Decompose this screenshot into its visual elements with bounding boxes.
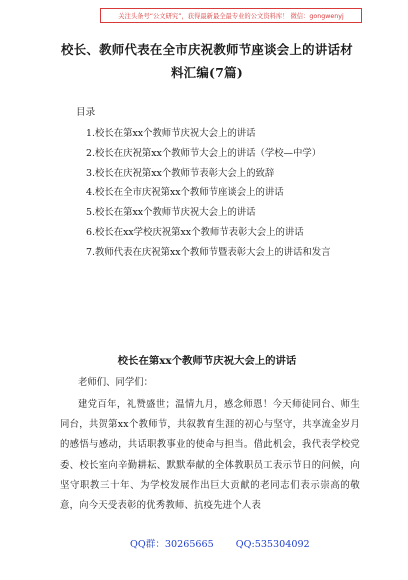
footer-qq-group: QQ群：30265665	[130, 539, 214, 550]
footer-contact	[130, 538, 310, 552]
toc-item-4[interactable]: 4.校长在全市庆祝第xx个教师节座谈会上的讲话	[86, 187, 284, 199]
greeting: 老师们、同学们：	[78, 377, 154, 388]
toc-heading: 目录	[76, 107, 96, 118]
section-title: 校长在第xx个教师节庆祝大会上的讲话	[117, 355, 297, 367]
toc-item-7[interactable]: 7.教师代表在庆祝第xx个教师节暨表彰大会上的讲话和发言	[86, 246, 331, 258]
toc-item-1[interactable]: 1.校长在第xx个教师节庆祝大会上的讲话	[86, 128, 256, 139]
promo-banner: 关注头条号“公文研究”，获得最新最全最专业的公文资料库！ 微信：gongwenyj	[100, 8, 362, 23]
toc-item-2[interactable]: 2.校长在庆祝第xx个教师节大会上的讲话（学校—中学）	[86, 147, 322, 159]
toc-item-3[interactable]: 3.校长在庆祝第xx个教师节表彰大会上的致辞	[86, 167, 275, 179]
toc-item-5[interactable]: 5.校长在第xx个教师节庆祝大会上的讲话	[86, 207, 256, 219]
table-of-contents	[76, 124, 362, 263]
footer-qq: QQ:535304092	[235, 539, 310, 550]
document-title: 校长、教师代表在全市庆祝教师节座谈会上的讲话材料汇编(7篇)	[61, 42, 353, 80]
body-paragraph: 建党百年，礼赞盛世；温情九月，感念师恩！今天师徒同台、师生同台，共贺第xx个教师节，共叙教育生涯的初心与坚守，共享流金岁月的感悟与感动，共话职教事业的使命与担当。借此机会，我代表学校党委、校长室向辛勤耕耘、默默奉献的全体教职员工表示节日的问候，向坚守职教三十年、为学校发展作出巨大贡献的老同志们表示崇高的敬意，向今天受表彰的优秀教师、抗疫先进个人表	[60, 399, 360, 512]
toc-item-6[interactable]: 6.校长在xx学校庆祝第xx个教师节表彰大会上的讲话	[86, 226, 304, 238]
